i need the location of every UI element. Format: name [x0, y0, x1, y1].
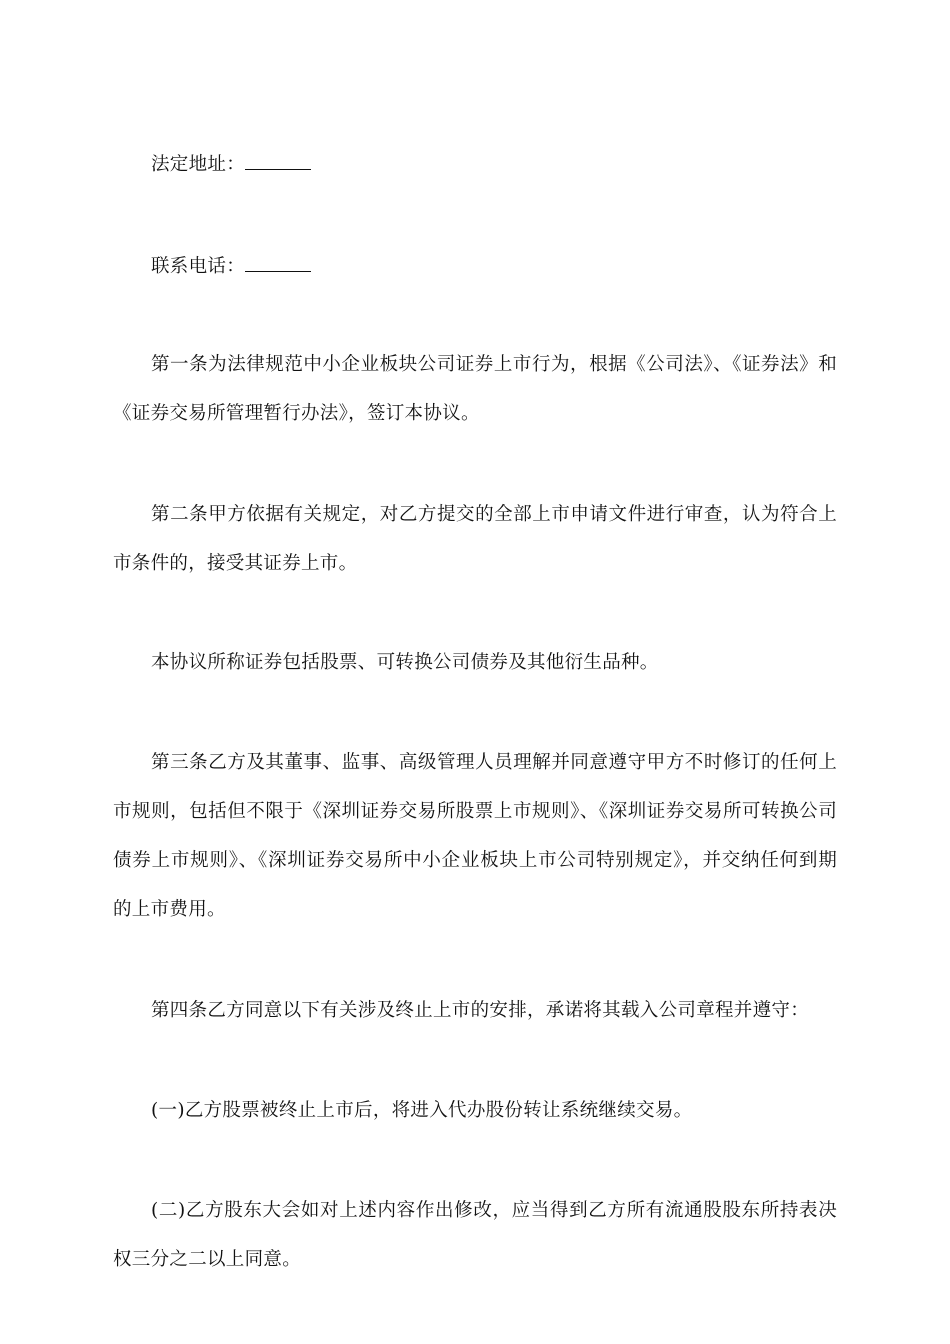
article-3-paragraph: 第三条乙方及其董事、监事、高级管理人员理解并同意遵守甲方不时修订的任何上市规则，包括但不限于《深圳证券交易所股票上市规则》、《深圳证券交易所可转换公司债券上市规则》、《深圳证券交易所中小企业板块上市公司特别规定》，并交纳任何到期的上市费用。 — [113, 752, 837, 920]
securities-scope-paragraph: 本协议所称证券包括股票、可转换公司债券及其他衍生品种。 — [151, 652, 659, 673]
contact-phone-label: 联系电话： — [151, 256, 246, 277]
legal-address-field — [113, 140, 837, 189]
article-4-item-1: (一)乙方股票被终止上市后，将进入代办股份转让系统继续交易。 — [151, 1100, 693, 1121]
contact-phone-blank — [245, 257, 311, 272]
article-4-item-2: (二)乙方股东大会如对上述内容作出修改，应当得到乙方所有流通股股东所持表决权三分之二以上同意。 — [113, 1200, 837, 1270]
article-4-paragraph: 第四条乙方同意以下有关涉及终止上市的安排，承诺将其载入公司章程并遵守： — [151, 1000, 810, 1021]
contact-phone-field — [113, 242, 837, 291]
article-1-paragraph: 第一条为法律规范中小企业板块公司证券上市行为，根据《公司法》、《证券法》和《证券交易所管理暂行办法》，签订本协议。 — [113, 354, 837, 424]
legal-address-label: 法定地址： — [151, 154, 246, 175]
article-2-paragraph: 第二条甲方依据有关规定，对乙方提交的全部上市申请文件进行审查，认为符合上市条件的，接受其证券上市。 — [113, 504, 837, 574]
legal-address-blank — [245, 155, 311, 170]
